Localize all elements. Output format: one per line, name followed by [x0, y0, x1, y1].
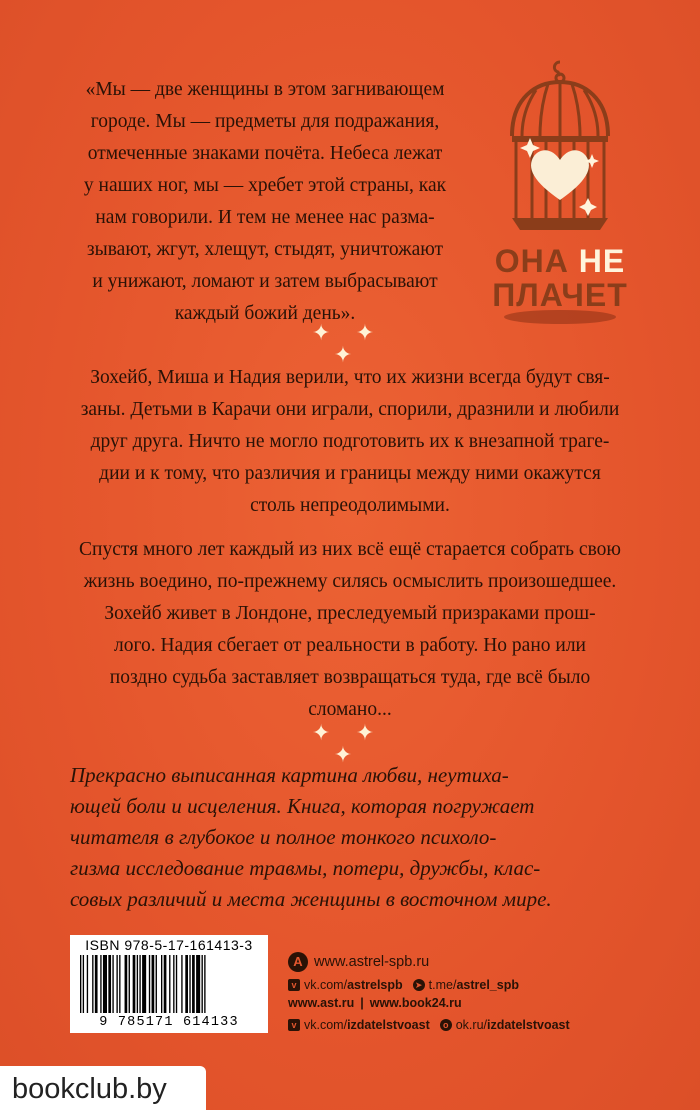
quote-line: «Мы — две женщины в этом загнивающем	[85, 79, 445, 100]
astrel-logo-icon: A	[288, 952, 308, 972]
paragraph-line: сломано...	[308, 699, 392, 720]
barcode-bar	[80, 955, 81, 1013]
social-row-2	[288, 1018, 570, 1032]
vk-icon: v	[288, 979, 300, 991]
ok-link-prefix[interactable]: ok.ru/	[455, 1018, 487, 1032]
barcode-bar	[133, 955, 136, 1013]
review-blurb	[70, 760, 630, 915]
blurb-line: Прекрасно выписанная картина любви, неутиха-	[70, 763, 509, 787]
barcode-bar	[137, 955, 138, 1013]
barcode-bar	[125, 955, 128, 1013]
telegram-link-prefix[interactable]: t.me/	[428, 978, 457, 992]
description-paragraph-1	[70, 362, 630, 522]
paragraph-line: Зохейб живет в Лондоне, преследуемый призраками прош-	[104, 603, 596, 624]
blurb-line: ющей боли и исцеления. Книга, которая погружает	[70, 794, 535, 818]
telegram-link-handle[interactable]: astrel_spb	[456, 978, 519, 992]
series-title-word: ПЛАЧЕТ	[492, 277, 628, 313]
barcode-bar	[100, 955, 101, 1013]
separator-stars: ✦ ✦ ✦	[311, 720, 385, 767]
barcode-bar	[95, 955, 98, 1013]
series-logo	[490, 58, 630, 328]
separator-stars: ✦ ✦ ✦	[311, 320, 385, 367]
barcode-bar	[116, 955, 117, 1013]
birdcage-heart-icon	[490, 58, 630, 248]
telegram-icon: ➤	[413, 979, 425, 991]
barcode-bar	[204, 955, 205, 1013]
barcode-bar	[108, 955, 111, 1013]
blurb-line: гизма исследование травмы, потери, дружбы, клас-	[70, 856, 541, 880]
barcode-bar	[161, 955, 162, 1013]
vk-icon: v	[288, 1019, 300, 1031]
quote-line: нам говорили. И тем не менее нас разма-	[95, 207, 435, 228]
quote-line: у наших ног, мы — хребет этой страны, как	[83, 175, 447, 196]
barcode-bar	[156, 955, 157, 1013]
watermark	[0, 1066, 206, 1110]
barcode-bar	[92, 955, 93, 1013]
paragraph-line: Зохейб, Миша и Надия верили, что их жизни всегда будут свя-	[90, 367, 610, 388]
barcode-bar	[164, 955, 167, 1013]
logo-shadow	[504, 310, 616, 324]
vk-link-prefix[interactable]: vk.com/	[304, 978, 348, 992]
divider: |	[360, 996, 364, 1010]
description-paragraph-2	[70, 534, 630, 726]
isbn-barcode-box	[70, 935, 268, 1033]
barcode-bar	[176, 955, 177, 1013]
publisher-site-link[interactable]: www.astrel-spb.ru	[314, 954, 430, 970]
quote-line: каждый божий день».	[174, 303, 356, 324]
barcode-bar	[112, 955, 113, 1013]
quote-line: городе. Мы — предметы для подражания,	[90, 111, 440, 132]
barcode-image	[76, 955, 262, 1013]
watermark-text: bookclub.by	[12, 1073, 167, 1105]
series-title	[490, 244, 630, 312]
paragraph-line: лого. Надия сбегает от реальности в работу. Но рано или	[114, 635, 586, 656]
barcode-bar	[142, 955, 146, 1013]
barcode-bar	[139, 955, 140, 1013]
social-row-1	[288, 978, 519, 992]
websites-row	[288, 996, 462, 1010]
book24-link[interactable]: www.book24.ru	[369, 996, 462, 1010]
odnoklassniki-icon: o	[440, 1019, 452, 1031]
ast-link[interactable]: www.ast.ru	[288, 996, 355, 1010]
paragraph-line: дии и к тому, что различия и границы между ними окажутся	[99, 463, 601, 484]
barcode-bar	[196, 955, 200, 1013]
publisher-site-row	[288, 952, 429, 972]
barcode-bar	[181, 955, 182, 1013]
barcode-bar	[152, 955, 155, 1013]
paragraph-line: жизнь воедино, по-прежнему силясь осмыслить произошедшее.	[83, 571, 617, 592]
series-title-word: НЕ	[578, 243, 626, 279]
barcode-bar	[189, 955, 190, 1013]
ok-link-handle[interactable]: izdatelstvoast	[487, 1018, 570, 1032]
vk-link-prefix[interactable]: vk.com/	[304, 1018, 348, 1032]
isbn-digits: 9 785171 614133	[99, 1015, 239, 1030]
barcode-bar	[149, 955, 150, 1013]
barcode-bar	[103, 955, 107, 1013]
barcode-bar	[185, 955, 188, 1013]
blurb-line: совых различий и места женщины в восточном мире.	[70, 887, 552, 911]
barcode-bar	[119, 955, 120, 1013]
paragraph-line: друг друга. Ничто не могло подготовить их к внезапной траге-	[90, 431, 610, 452]
vk-link-handle[interactable]: izdatelstvoast	[347, 1018, 430, 1032]
paragraph-line: заны. Детьми в Карачи они играли, спорили, дразнили и любили	[80, 399, 620, 420]
isbn-label: ISBN 978-5-17-161413-3	[85, 937, 253, 953]
quote-line: отмеченные знаками почёта. Небеса лежат	[87, 143, 443, 164]
paragraph-line: поздно судьба заставляет возвращаться туда, где всё было	[109, 667, 591, 688]
quote-block	[70, 74, 460, 330]
vk-link-handle[interactable]: astrelspb	[347, 978, 403, 992]
barcode-bar	[83, 955, 84, 1013]
barcode-bar	[87, 955, 88, 1013]
paragraph-line: столь непреодолимыми.	[250, 495, 450, 516]
series-title-word: ОНА	[494, 243, 569, 279]
barcode-bar	[129, 955, 130, 1013]
paragraph-line: Спустя много лет каждый из них всё ещё старается собрать свою	[79, 539, 621, 560]
barcode-bar	[173, 955, 174, 1013]
barcode-bar	[169, 955, 170, 1013]
blurb-line: читателя в глубокое и полное тонкого психоло-	[70, 825, 497, 849]
barcode-bar	[202, 955, 203, 1013]
barcode-bar	[192, 955, 195, 1013]
quote-line: зывают, жгут, хлещут, стыдят, уничтожают	[86, 239, 444, 260]
quote-line: и унижают, ломают и затем выбрасывают	[92, 271, 438, 292]
